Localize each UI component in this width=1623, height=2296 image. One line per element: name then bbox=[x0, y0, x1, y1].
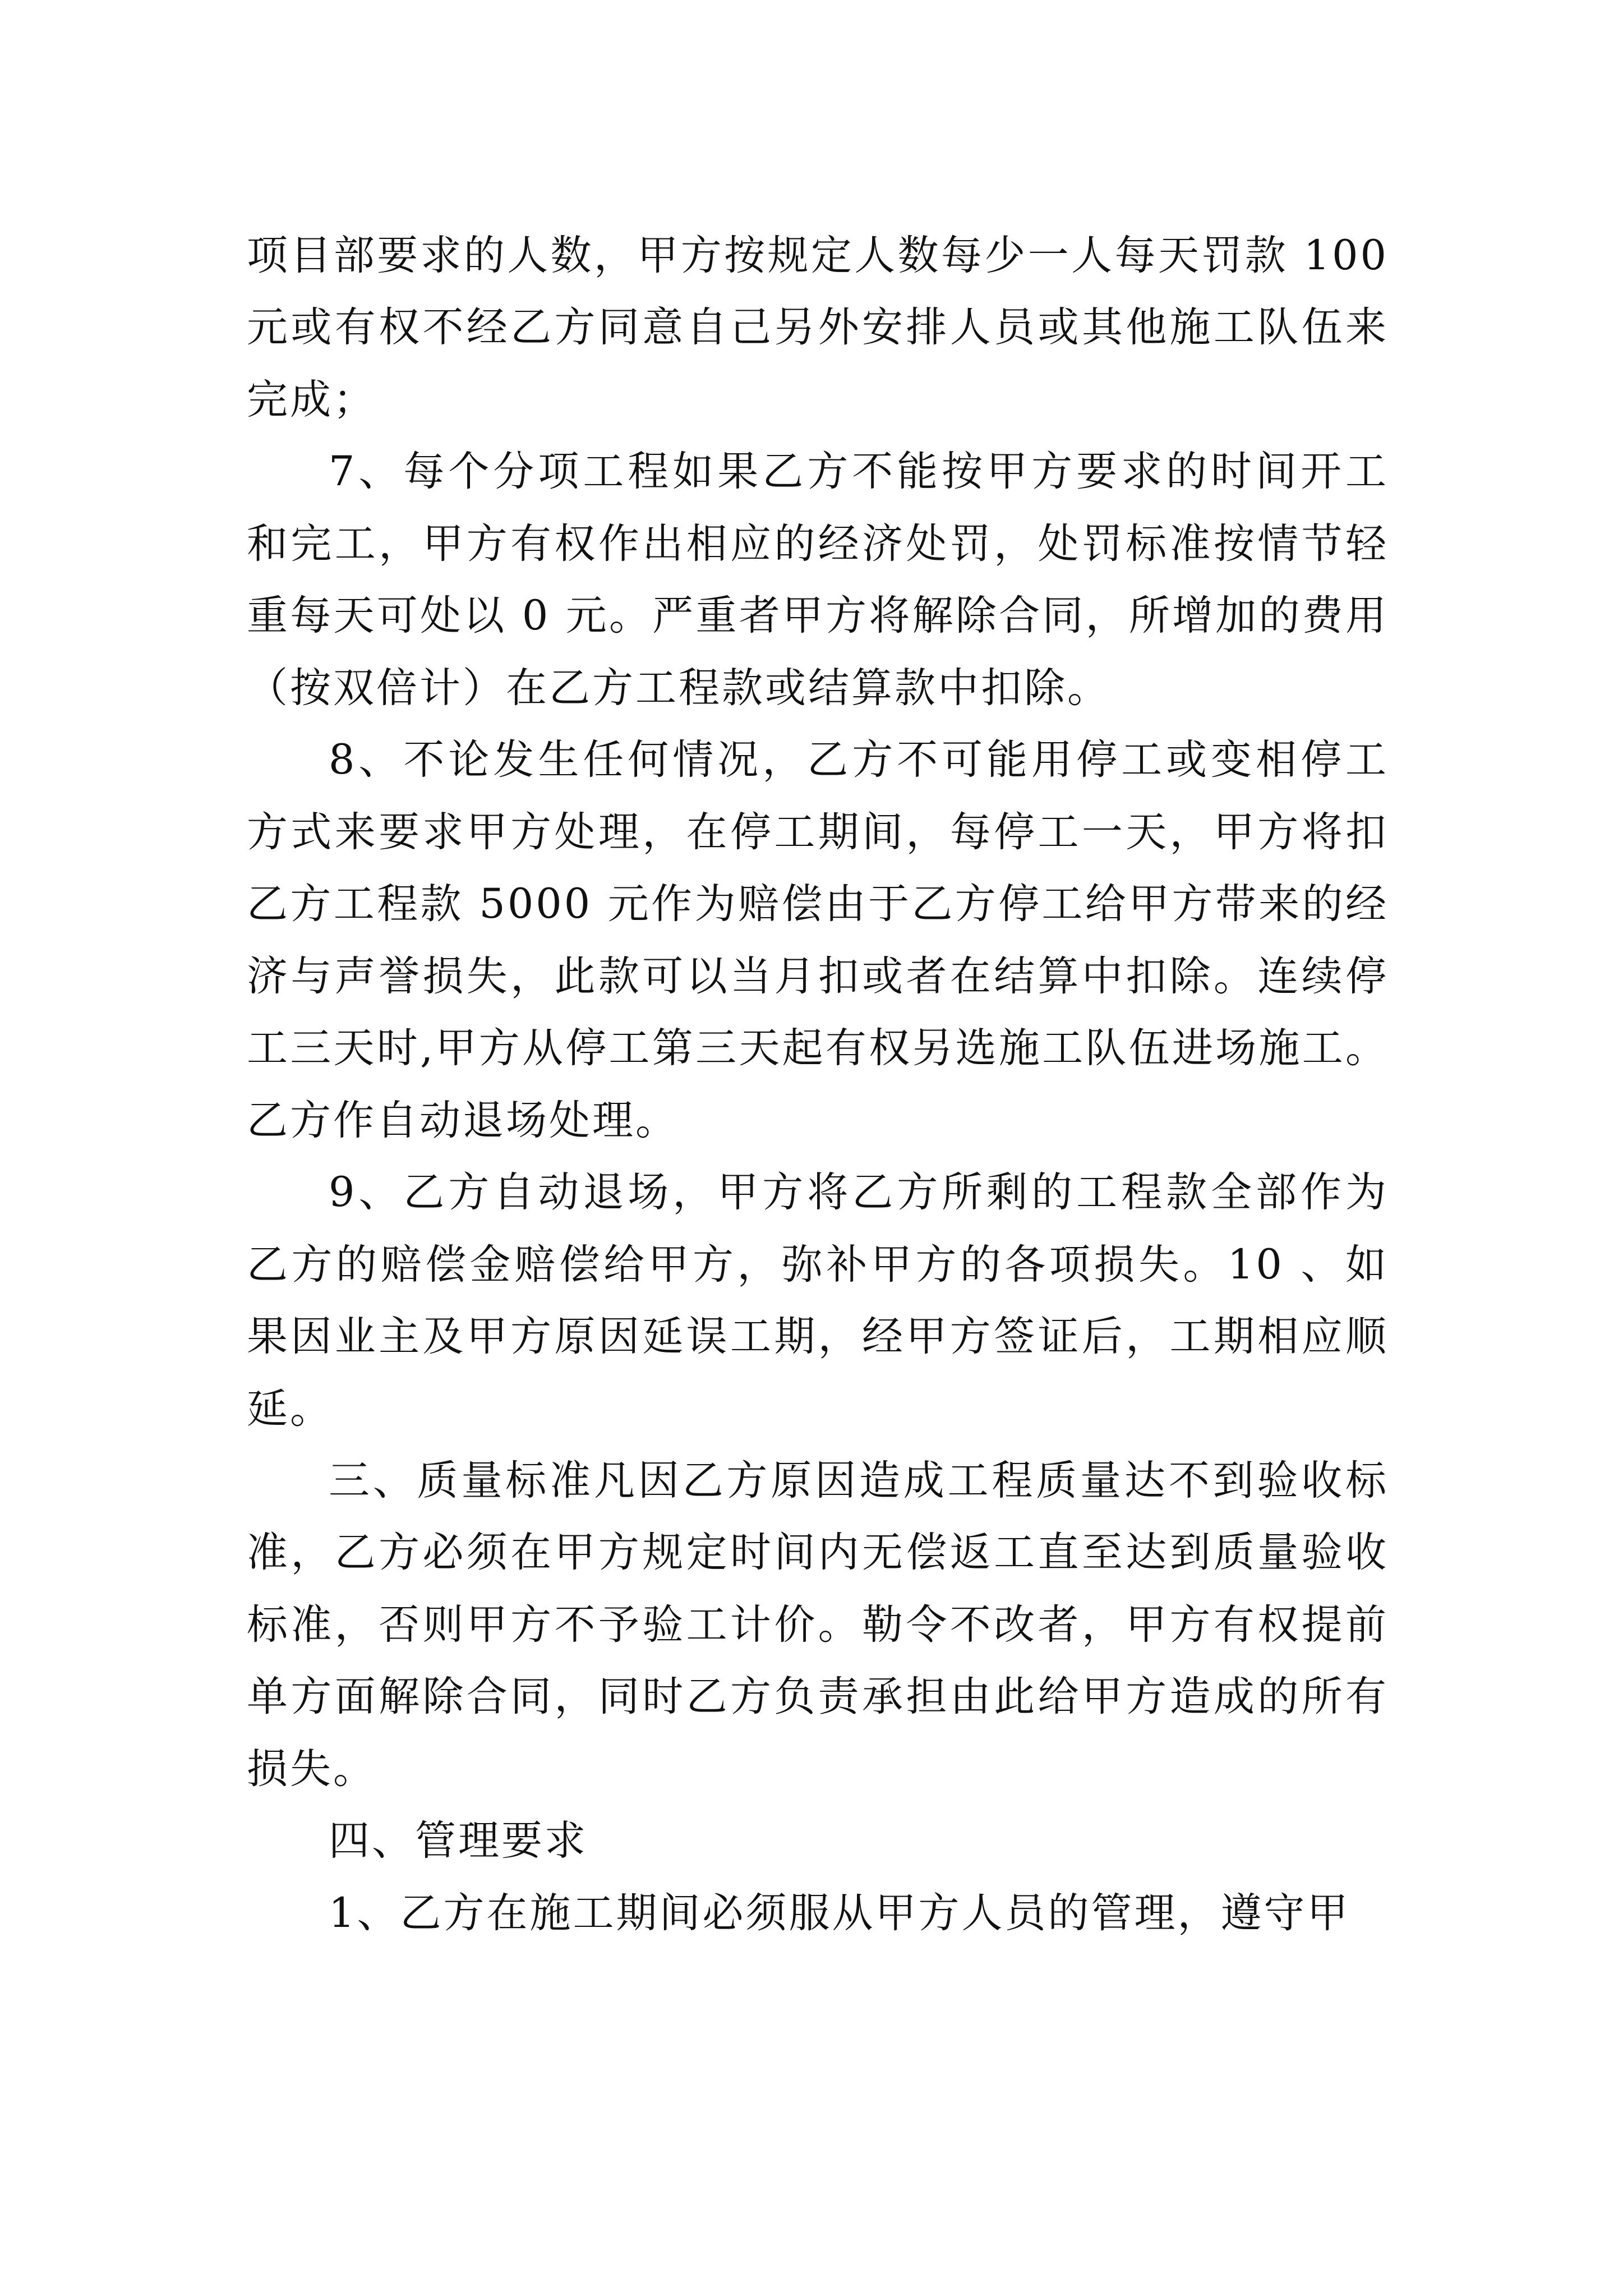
section-heading-management: 四、管理要求 bbox=[329, 1817, 588, 1865]
paragraph-management-1: 1、乙方在施工期间必须服从甲方人员的管理，遵守甲 bbox=[329, 1889, 1350, 1937]
paragraph-quality-standard: 三、质量标准凡因乙方原因造成工程质量达不到验收标准，乙方必须在甲方规定时间内无偿返工直至达到质量验收标准，否则甲方不予验工计价。勒令不改者，甲方有权提前单方面解除合同，同时乙方负责承担由此给甲方造成的所有损失。 bbox=[247, 1456, 1389, 1793]
document-body bbox=[247, 220, 1389, 1949]
paragraph-clause-8: 8、不论发生任何情况，乙方不可能用停工或变相停工方式来要求甲方处理，在停工期间，每停工一天，甲方将扣乙方工程款 5000 元作为赔偿由于乙方停工给甲方带来的经济与声誉损失，此款可以当月扣或者在结算中扣除。连续停工三天时,甲方从停工第三天起有权另选施工队伍进场施工。乙方作自动退场处理。 bbox=[247, 736, 1389, 1144]
paragraph-penalty-staffing: 项目部要求的人数，甲方按规定人数每少一人每天罚款 100 元或有权不经乙方同意自己另外安排人员或其他施工队伍来完成； bbox=[247, 232, 1389, 424]
paragraph-clause-7: 7、每个分项工程如果乙方不能按甲方要求的时间开工和完工，甲方有权作出相应的经济处罚，处罚标准按情节轻重每天可处以 0 元。严重者甲方将解除合同，所增加的费用（按双倍计）在乙方工程款或结算款中扣除。 bbox=[247, 448, 1389, 712]
paragraph-clause-9-10: 9、乙方自动退场，甲方将乙方所剩的工程款全部作为乙方的赔偿金赔偿给甲方，弥补甲方的各项损失。10 、如果因业主及甲方原因延误工期，经甲方签证后，工期相应顺延。 bbox=[247, 1168, 1389, 1433]
